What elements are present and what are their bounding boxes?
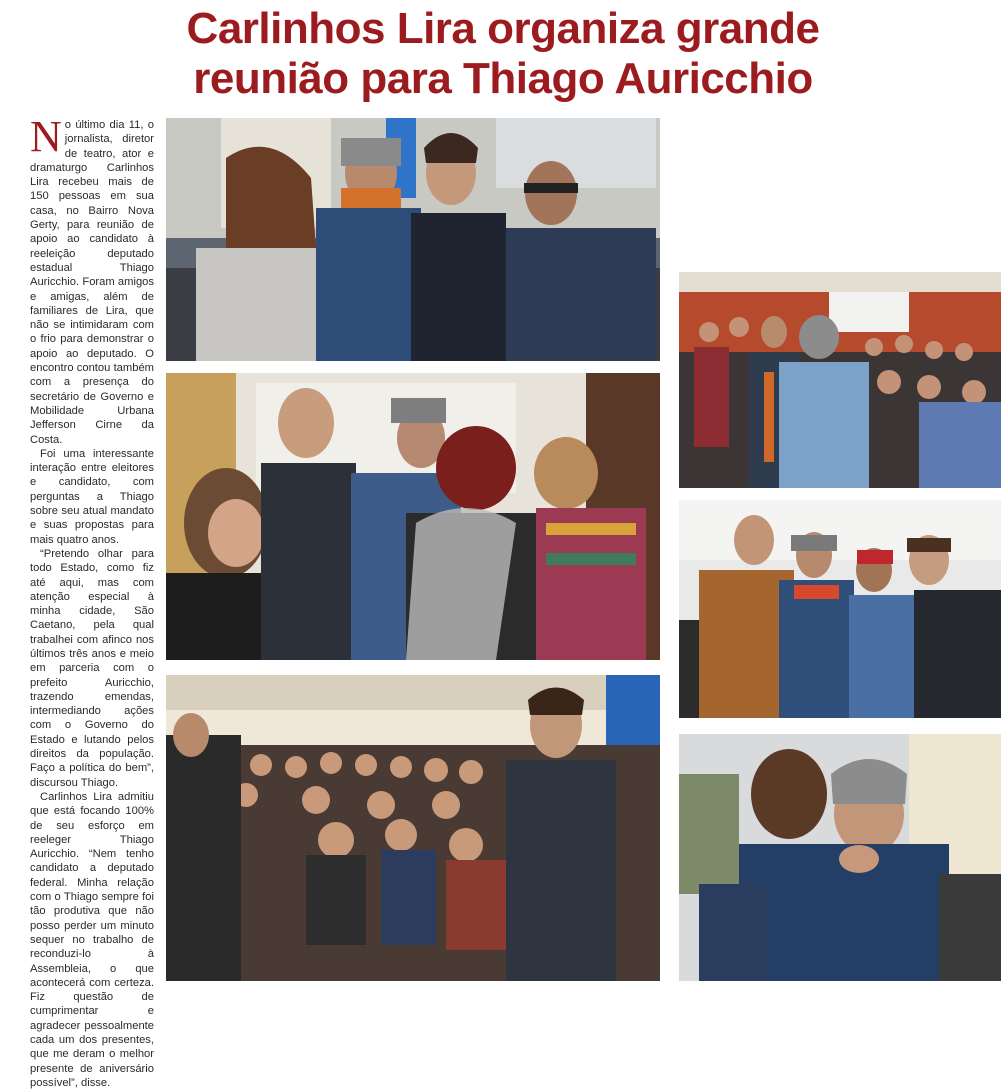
headline-line-1: Carlinhos Lira organiza grande	[186, 4, 820, 53]
article-body	[30, 112, 154, 1089]
article-paragraph-4: Carlinhos Lira admitiu que está focando 100% de seu esforço em reeleger Thiago Auricchio. “Nem tenho candidato a deputado federal. Minha relação com o Thiago sempre foi tão produtiva que não posso perder um minuto sequer no trabalho de reconduzi-lo à Assembleia, o que acontecerá com certeza. Fiz questão de cumprimentar e agradecer pessoalmente cada um dos presentes, que me deram o melhor presente de aniversário possível”, disse.	[30, 790, 154, 1089]
article-paragraph-3: “Pretendo olhar para todo Estado, como fiz até aqui, mas com atenção especial à minha cidade, São Caetano, pela qual trabalhei com afinco nos últimos três anos e meio em parceria com o prefeito Auricchio, trazendo emendas, intermediando ações com o Governo do Estado e lutando pelos direitos da população. Faço a política do bem”, discursou Thiago.	[30, 547, 154, 789]
photo-embrace	[679, 734, 1001, 981]
drop-cap: N	[30, 112, 62, 161]
paragraph-1-text: o último dia 11, o jornalista, diretor de teatro, ator e dramaturgo Carlinhos Lira recebeu mais de 150 pessoas em sua casa, no Bairro Nova Gerty, para reunião de apoio ao candidato à reeleição deputado estadual Thiago Auricchio. Foram amigos e amigas, além de familiares de Lira, que não se intimidaram com o frio para demonstrar o apoio ao deputado. O encontro contou também com a presença do secretário de Governo e Mobilidade Urbana Jefferson Cirne da Costa.	[30, 119, 154, 446]
photo-group-outdoor	[166, 118, 660, 361]
photo-four-men	[679, 500, 1001, 718]
article-paragraph-1	[30, 112, 154, 447]
photo-greeting	[166, 373, 660, 660]
headline-line-2: reunião para Thiago Auricchio	[193, 54, 813, 103]
headline	[0, 4, 1006, 104]
article-paragraph-2: Foi uma interessante interação entre eleitores e candidato, com perguntas a Thiago sobre seu atual mandato e suas propostas para mais quatro anos.	[30, 447, 154, 546]
photo-crowd-room	[679, 272, 1001, 488]
photo-speech-audience	[166, 675, 660, 981]
